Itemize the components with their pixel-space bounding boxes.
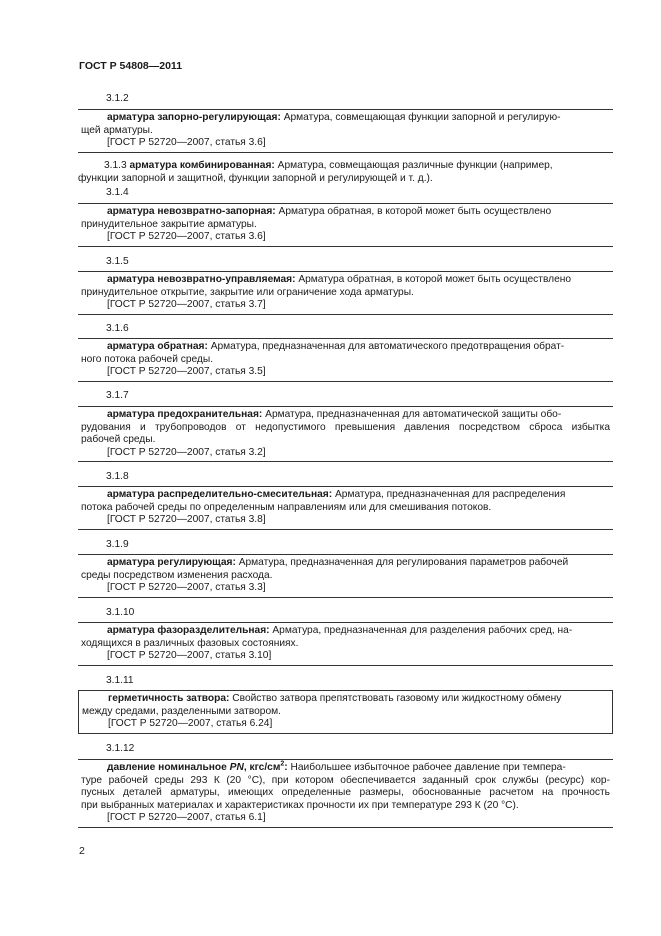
clause-number: 3.1.12 — [106, 743, 135, 754]
definition-box — [78, 486, 613, 530]
definition-line: пусных деталей арматуры, имеющих определенные размеры, обоснованные расчетом на прочность — [81, 787, 610, 799]
term: арматура распределительно-смесительная: — [107, 489, 333, 500]
definition-line: щей арматуры. — [81, 124, 153, 136]
clause-number: 3.1.2 — [106, 93, 129, 104]
definition-text: арматура предохранительная: Арматура, предназначенная для автоматической защиты обо- — [107, 409, 562, 420]
term: арматура запорно-регулирующая: — [107, 112, 281, 123]
definition-box — [78, 554, 613, 598]
definition-plain — [78, 160, 613, 185]
definition-box — [78, 203, 613, 247]
definition-line: туре рабочей среды 293 К (20 °С), при котором обеспечивается заданный срок службы (ресурс) кор- — [81, 774, 610, 786]
source-reference: [ГОСТ Р 52720—2007, статья 3.2] — [107, 446, 266, 458]
source-reference: [ГОСТ Р 52720—2007, статья 3.3] — [107, 582, 266, 594]
term: арматура невозвратно-запорная: — [107, 206, 276, 217]
definition-line: при выбранных материалах и характеристиках прочности их при температуре 293 К (20 °С). — [81, 799, 519, 811]
term: арматура невозвратно-управляемая: — [107, 274, 296, 285]
definition-text: давление номинальное PN, кгс/$см^2$: Наибольшее избыточное рабочее давление при темпера- — [107, 760, 566, 773]
definition-text: герметичность затвора: Свойство затвора препятствовать газовому или жидкостному обмену — [108, 693, 562, 704]
term: арматура предохранительная: — [107, 409, 263, 420]
term: давление номинальное PN, кгс/$см^2$: — [107, 760, 288, 773]
definition-box — [78, 622, 613, 666]
source-reference: [ГОСТ Р 52720—2007, статья 6.1] — [107, 812, 266, 824]
source-reference: [ГОСТ Р 52720—2007, статья 6.24] — [108, 718, 273, 730]
definition-box — [78, 271, 613, 315]
definition-box — [78, 338, 613, 382]
source-reference: [ГОСТ Р 52720—2007, статья 3.5] — [107, 366, 266, 378]
source-reference: [ГОСТ Р 52720—2007, статья 3.6] — [107, 137, 266, 149]
definition-text: арматура фазоразделительная: Арматура, предназначенная для разделения рабочих сред, на- — [107, 625, 573, 636]
definition-line: ходящихся в различных фазовых состояниях. — [81, 637, 299, 649]
definition-line: рабочей среды. — [81, 434, 156, 446]
clause-number: 3.1.9 — [106, 539, 129, 550]
definition-line: среды посредством изменения расхода. — [81, 569, 273, 581]
definition-text: арматура распределительно-смесительная: Арматура, предназначенная для распределения — [107, 489, 566, 500]
term: арматура фазоразделительная: — [107, 625, 270, 636]
clause-number: 3.1.4 — [106, 187, 129, 198]
definition-box — [78, 109, 613, 153]
definition-text: арматура регулирующая: Арматура, предназначенная для регулирования параметров рабочей — [107, 557, 569, 568]
clause-number: 3.1.10 — [106, 607, 135, 618]
definition-box — [78, 759, 613, 828]
clause-number: 3.1.7 — [106, 390, 129, 401]
definition-line: ного потока рабочей среды. — [81, 353, 214, 365]
page-number: 2 — [79, 845, 85, 857]
term: герметичность затвора: — [108, 693, 230, 704]
term: арматура регулирующая: — [107, 557, 236, 568]
definition-line: функции запорной и защитной, функции запорной и регулирующей и т. д.). — [78, 172, 433, 184]
source-reference: [ГОСТ Р 52720—2007, статья 3.10] — [107, 650, 272, 662]
source-reference: [ГОСТ Р 52720—2007, статья 3.8] — [107, 514, 266, 526]
definition-text: арматура невозвратно-управляемая: Арматура обратная, в которой может быть осуществлено — [107, 274, 572, 285]
definition-box — [78, 690, 613, 734]
clause-number: 3.1.8 — [106, 471, 129, 482]
term: арматура обратная: — [107, 341, 208, 352]
page-header: ГОСТ Р 54808—2011 — [79, 60, 183, 72]
definition-line: потока рабочей среды по определенным направлениям или для смешивания потоков. — [81, 501, 492, 513]
term: арматура комбинированная: — [129, 160, 275, 171]
clause-number: 3.1.11 — [106, 675, 134, 686]
definition-line: принудительное открытие, закрытие или ограничение хода арматуры. — [81, 286, 414, 298]
definition-box — [78, 406, 613, 462]
source-reference: [ГОСТ Р 52720—2007, статья 3.7] — [107, 299, 266, 311]
definition-text: 3.1.3 арматура комбинированная: Арматура, совмещающая различные функции (например, — [104, 160, 553, 171]
clause-number: 3.1.3 — [104, 160, 127, 171]
definition-text: арматура невозвратно-запорная: Арматура обратная, в которой может быть осуществлено — [107, 206, 552, 217]
definition-line: между средами, разделенными затвором. — [82, 705, 281, 717]
definition-text: арматура запорно-регулирующая: Арматура, совмещающая функции запорной и регулирую- — [107, 112, 561, 123]
definition-line: принудительное закрытие арматуры. — [81, 218, 257, 230]
clause-number: 3.1.5 — [106, 256, 129, 267]
definition-text: арматура обратная: Арматура, предназначенная для автоматического предотвращения обрат- — [107, 341, 565, 352]
definition-line: рудования и трубопроводов от недопустимого превышения давления посредством сброса избытка — [81, 421, 610, 433]
source-reference: [ГОСТ Р 52720—2007, статья 3.6] — [107, 231, 266, 243]
clause-number: 3.1.6 — [106, 323, 129, 334]
